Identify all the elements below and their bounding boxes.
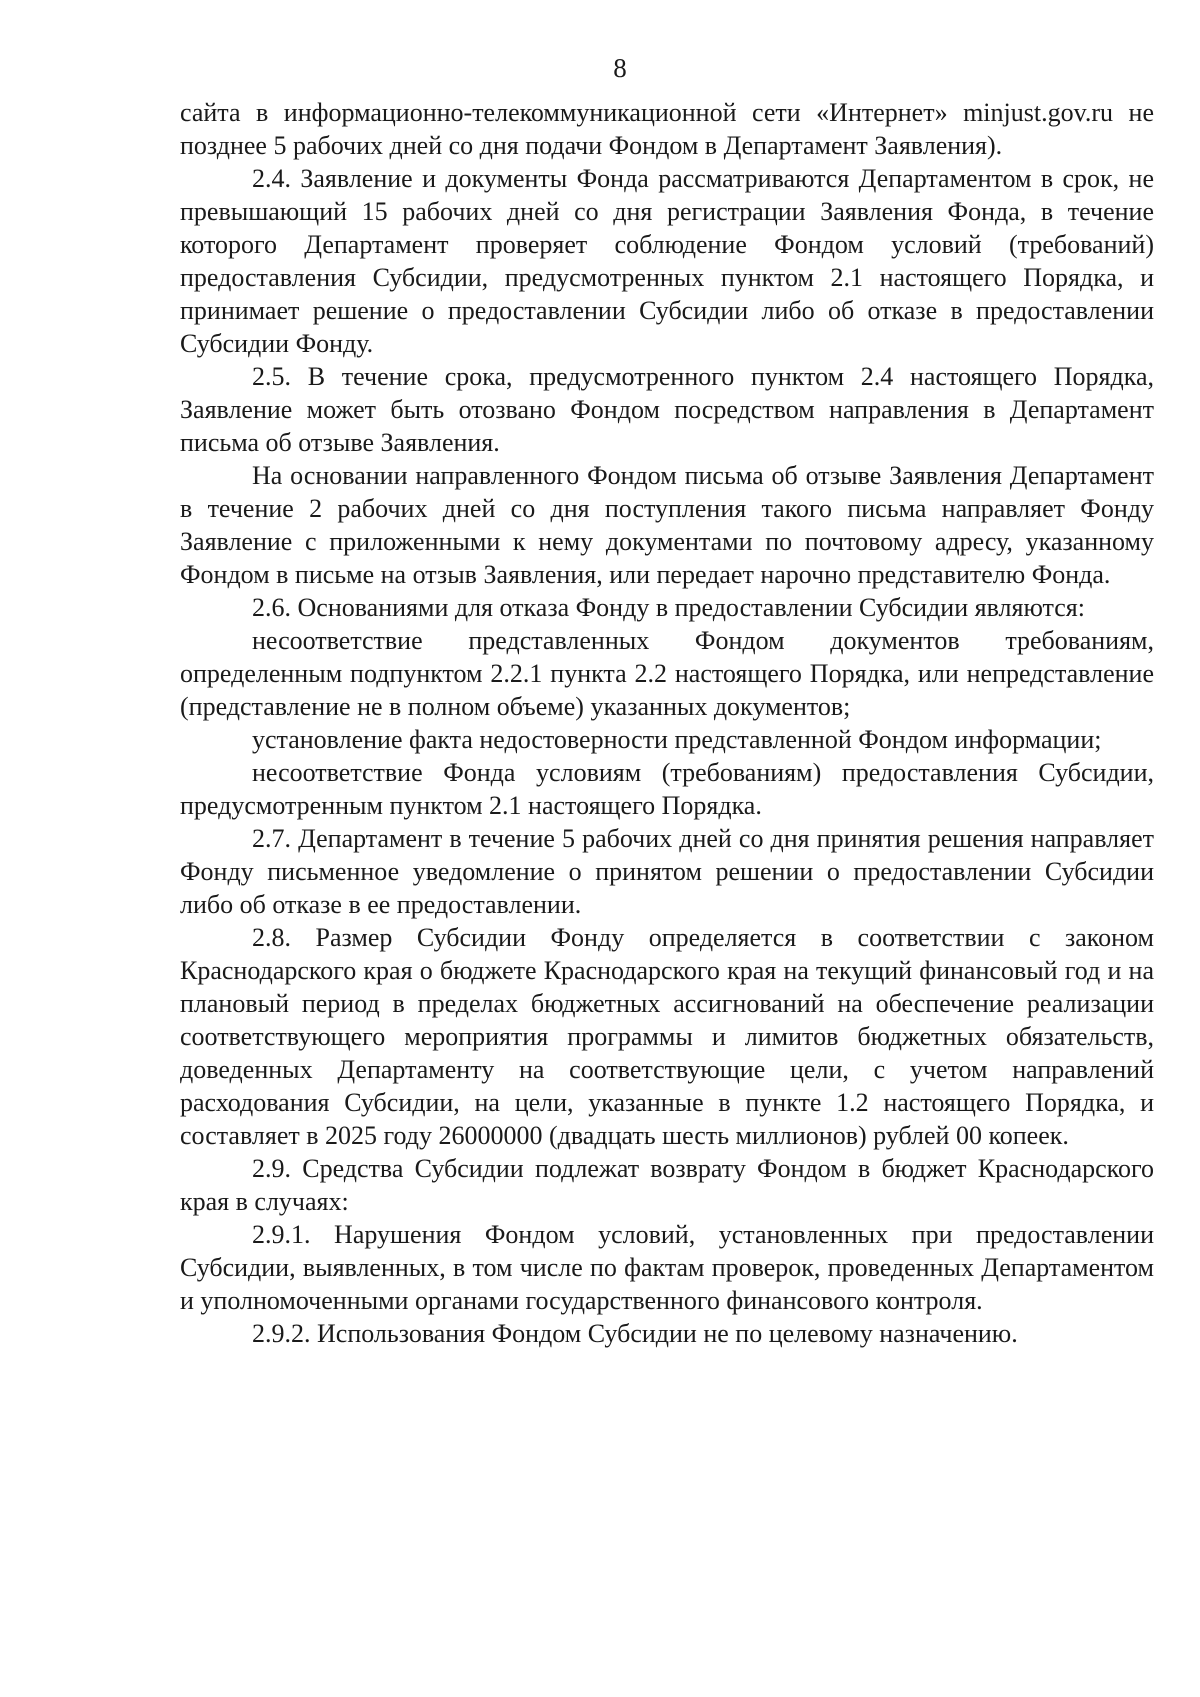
paragraph-2-9-1: 2.9.1. Нарушения Фондом условий, установленных при предоставлении Субсидии, выявленных, в том числе по фактам проверок, проведенных Департаментом и уполномоченными органами государственного финансового контроля.	[180, 1220, 1154, 1315]
paragraph-2-7: 2.7. Департамент в течение 5 рабочих дней со дня принятия решения направляет Фонду письменное уведомление о принятом решении о предоставлении Субсидии либо об отказе в ее предоставлении.	[180, 824, 1154, 919]
paragraph-2-8: 2.8. Размер Субсидии Фонду определяется в соответствии с законом Краснодарского края о бюджете Краснодарского края на текущий финансовый год и на плановый период в пределах бюджетных ассигнований на обеспечение реализации соответствующего мероприятия программы и лимитов бюджетных обязательств, доведенных Департаменту на соответствующие цели, с учетом направлений расходования Субсидии, на цели, указанные в пункте 1.2 настоящего Порядка, и составляет в 2025 году 26000000 (двадцать шесть миллионов) рублей 00 копеек.	[180, 923, 1154, 1150]
paragraph-withdrawal: На основании направленного Фондом письма об отзыве Заявления Департамент в течение 2 рабочих дней со дня поступления такого письма направляет Фонду Заявление с приложенными к нему документами по почтовому адресу, указанному Фондом в письме на отзыв Заявления, или передает нарочно представителю Фонда.	[180, 461, 1154, 589]
paragraph-2-4: 2.4. Заявление и документы Фонда рассматриваются Департаментом в срок, не превышающий 15 рабочих дней со дня регистрации Заявления Фонда, в течение которого Департамент проверяет соблюдение Фондом условий (требований) предоставления Субсидии, предусмотренных пунктом 2.1 настоящего Порядка, и принимает решение о предоставлении Субсидии либо об отказе в предоставлении Субсидии Фонду.	[180, 164, 1154, 358]
paragraph-2-9-2: 2.9.2. Использования Фондом Субсидии не по целевому назначению.	[252, 1319, 1018, 1348]
document-body	[180, 96, 1154, 1350]
paragraph-2-5: 2.5. В течение срока, предусмотренного пунктом 2.4 настоящего Порядка, Заявление может быть отозвано Фондом посредством направления в Департамент письма об отзыве Заявления.	[180, 362, 1154, 457]
refusal-reason-conditions: несоответствие Фонда условиям (требованиям) предоставления Субсидии, предусмотренным пунктом 2.1 настоящего Порядка.	[180, 758, 1154, 820]
page-number: 8	[613, 53, 627, 83]
refusal-reason-unreliable-info: установление факта недостоверности представленной Фондом информации;	[252, 725, 1102, 754]
paragraph-continuation: сайта в информационно-телекоммуникационной сети «Интернет» minjust.gov.ru не позднее 5 рабочих дней со дня подачи Фондом в Департамент Заявления).	[180, 98, 1154, 160]
paragraph-2-9: 2.9. Средства Субсидии подлежат возврату Фондом в бюджет Краснодарского края в случаях:	[180, 1154, 1154, 1216]
refusal-reason-documents: несоответствие представленных Фондом документов требованиям, определенным подпунктом 2.2.1 пункта 2.2 настоящего Порядка, или непредставление (представление не в полном объеме) указанных документов;	[180, 626, 1154, 721]
paragraph-2-6: 2.6. Основаниями для отказа Фонду в предоставлении Субсидии являются:	[252, 593, 1085, 622]
